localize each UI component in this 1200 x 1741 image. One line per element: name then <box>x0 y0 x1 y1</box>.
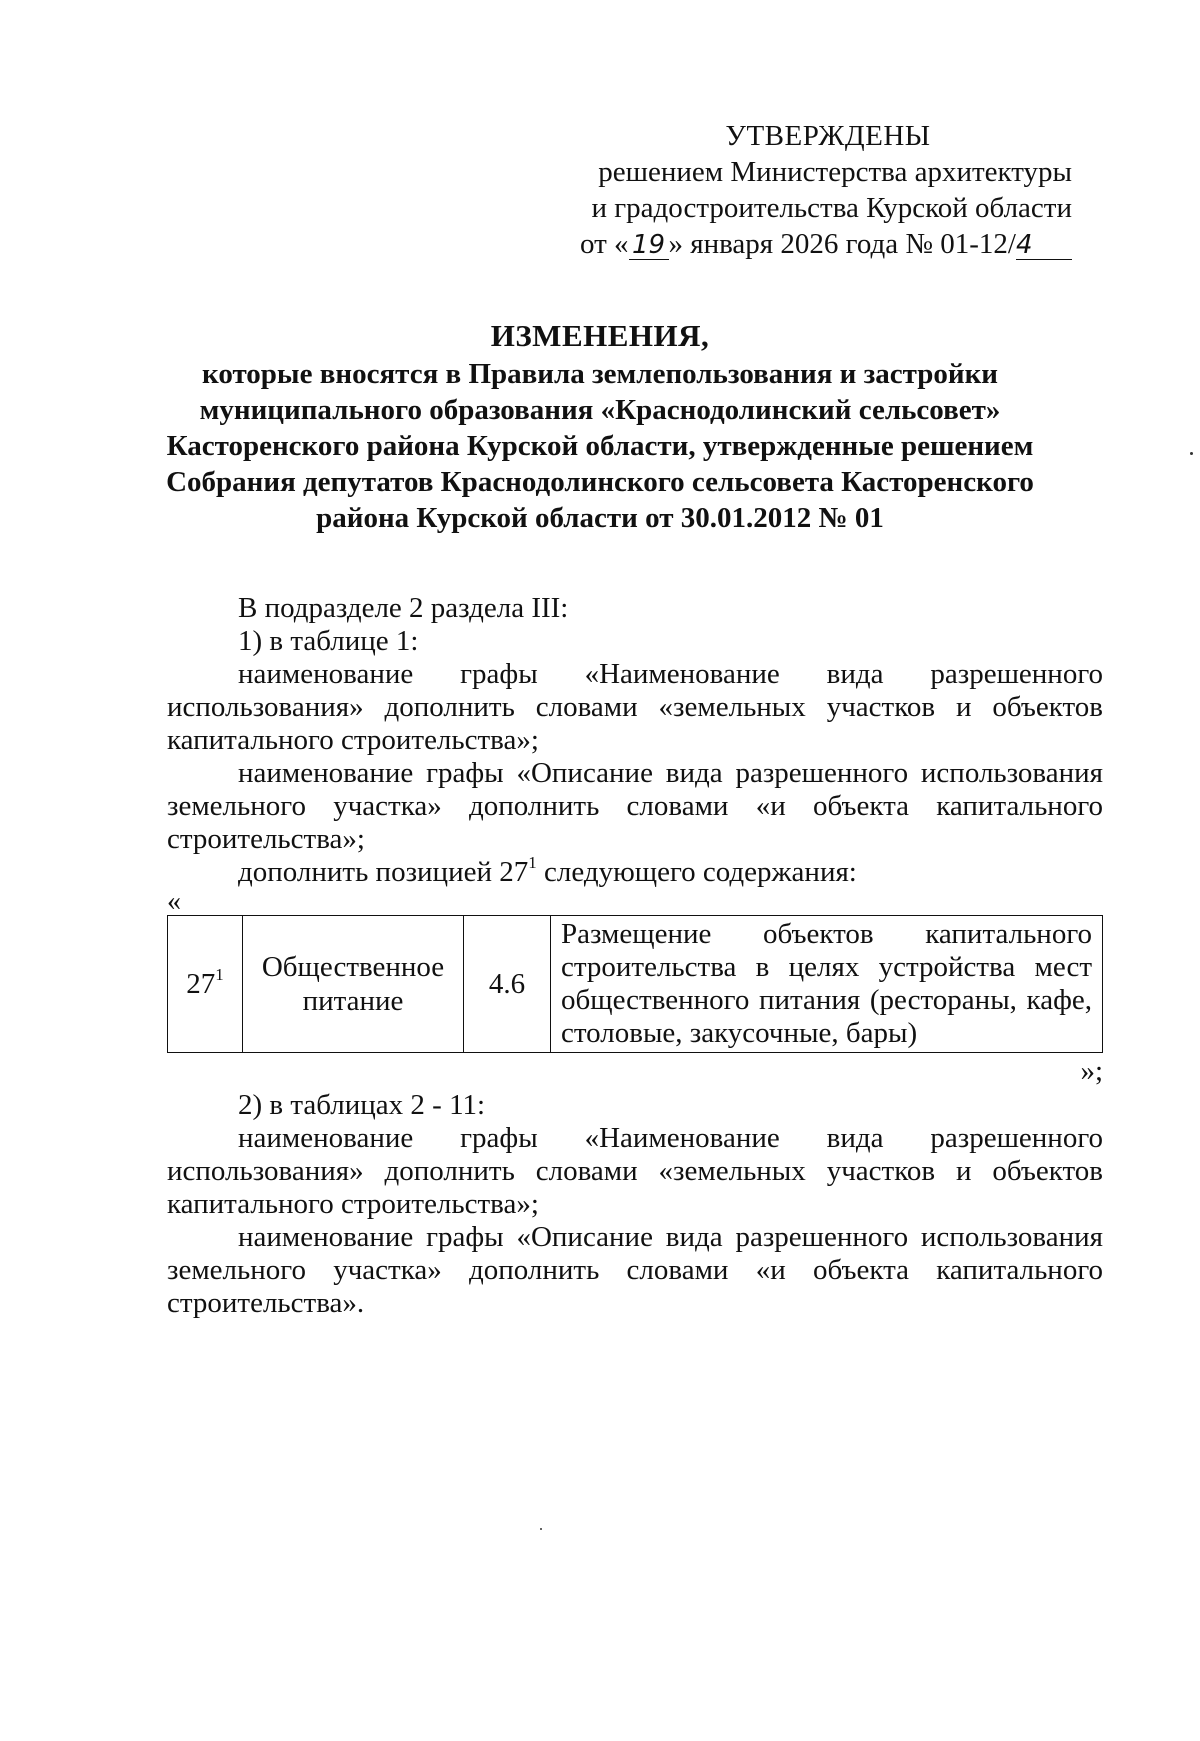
handwritten-day: 19 <box>629 231 669 260</box>
item-1-paragraph-3 <box>167 853 1103 889</box>
use-name-line2: питание <box>302 985 404 1017</box>
position-number: 27 <box>186 967 216 1000</box>
position-number-sup: 1 <box>215 964 224 984</box>
cell-use-code: 4.6 <box>464 916 551 1053</box>
title-line-3: Касторенского района Курской области, утвержденные решением <box>166 430 1034 462</box>
quote-close: »; <box>1080 1055 1103 1087</box>
scan-speck <box>1190 452 1193 455</box>
document-body <box>167 592 1103 1320</box>
handwritten-doc-number: 4 <box>1016 231 1072 260</box>
approval-authority-line2: и градостроительства Курской области <box>591 192 1072 224</box>
item-2-heading: 2) в таблицах 2 - 11: <box>238 1089 486 1121</box>
item-2-paragraph-2: наименование графы «Описание вида разрешенного использования земельного участка» дополнить словами «и объекта капитального строительства». <box>167 1221 1103 1319</box>
item-1-paragraph-2: наименование графы «Описание вида разрешенного использования земельного участка» дополнить словами «и объекта капитального строительства»; <box>167 757 1103 855</box>
title-line-4: Собрания депутатов Краснодолинского сельсовета Касторенского <box>166 466 1034 498</box>
para3-superscript: 1 <box>528 853 537 873</box>
approval-title: УТВЕРЖДЕНЫ <box>725 120 931 152</box>
cell-use-description: Размещение объектов капитального строительства в целях устройства мест общественного питания (рестораны, кафе, столовые, закусочные, бары) <box>551 916 1103 1053</box>
item-1-heading: 1) в таблице 1: <box>238 625 419 657</box>
date-prefix: от « <box>579 228 629 260</box>
approval-block <box>560 118 1080 262</box>
date-middle: » января 2026 года № 01-12/ <box>668 228 1016 260</box>
title-line-5: района Курской области от 30.01.2012 № 01 <box>316 502 884 534</box>
amendment-table <box>167 915 1103 1053</box>
quote-open: « <box>167 886 181 917</box>
table-row <box>168 916 1103 1053</box>
para3-text-before: дополнить позицией 27 <box>238 856 529 888</box>
document-title-block <box>160 318 1040 536</box>
cell-position-number <box>168 916 243 1053</box>
cell-use-name <box>243 916 464 1053</box>
item-2-paragraph-1: наименование графы «Наименование вида разрешенного использования» дополнить словами «земельных участков и объектов капитального строительства»; <box>167 1122 1103 1220</box>
approval-date-line <box>560 226 1080 262</box>
use-name-line1: Общественное <box>261 951 445 983</box>
item-1-paragraph-1: наименование графы «Наименование вида разрешенного использования» дополнить словами «земельных участков и объектов капитального строительства»; <box>167 658 1103 756</box>
title-line-2: муниципального образования «Краснодолинский сельсовет» <box>199 394 1001 426</box>
para3-text-after: следующего содержания: <box>536 856 857 888</box>
approval-authority-line1: решением Министерства архитектуры <box>598 156 1072 188</box>
scan-speck <box>540 1528 542 1530</box>
document-title: ИЗМЕНЕНИЯ, <box>490 318 710 353</box>
title-line-1: которые вносятся в Правила землепользования и застройки <box>202 358 998 390</box>
intro-paragraph: В подразделе 2 раздела III: <box>238 592 569 624</box>
